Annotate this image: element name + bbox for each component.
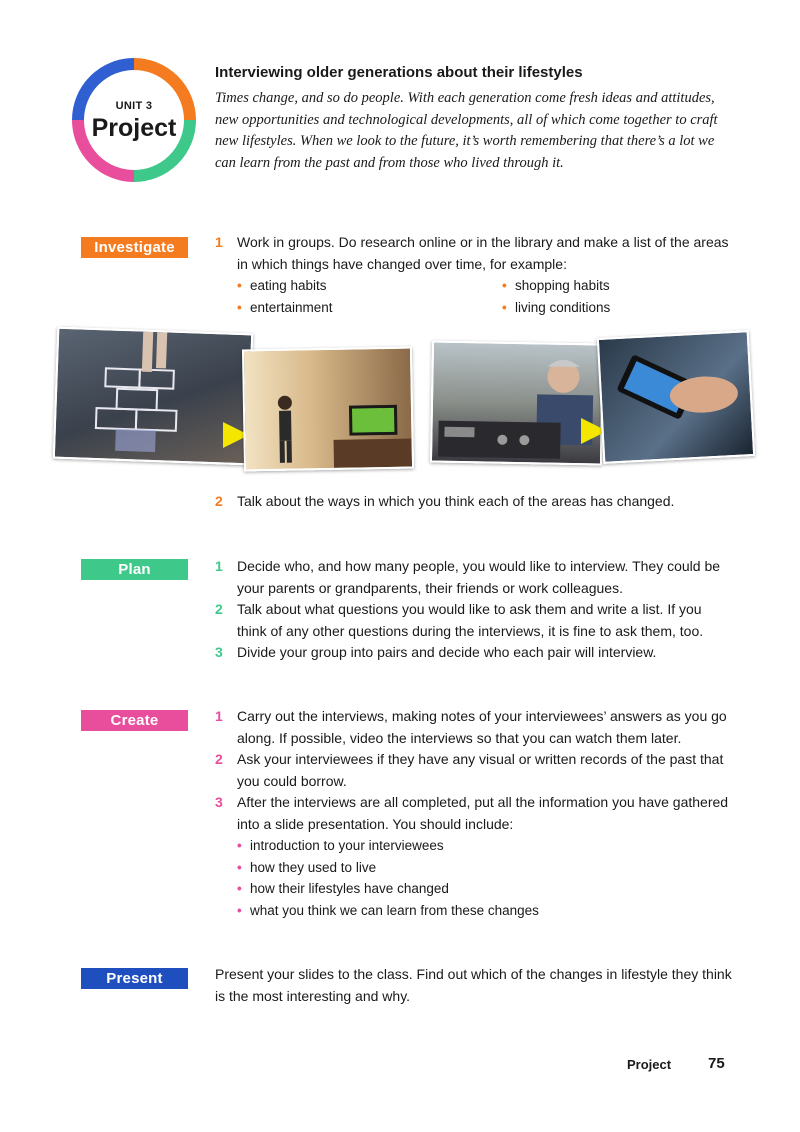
page-number: 75 [708,1055,725,1072]
section-label-investigate: Investigate [81,237,188,258]
radio-photo [430,341,604,466]
step-item [215,706,735,749]
section-label-plan: Plan [81,559,188,580]
step-text: Work in groups. Do research online or in the library and make a list of the areas in which things have changed over time, for example: [237,234,729,272]
investigate-steps [215,232,735,318]
step-number: 1 [215,558,223,574]
step-item [215,642,735,664]
step-item [215,556,735,599]
step-number: 3 [215,794,223,810]
section-label-present: Present [81,968,188,989]
list-item: • entertainment [237,299,333,315]
list-item: • shopping habits [502,278,610,293]
smartphone-photo [597,330,755,464]
step-text: Talk about the ways in which you think each of the areas has changed. [237,493,675,509]
step-item [215,232,735,275]
step-number: 2 [215,493,223,509]
step-text: Decide who, and how many people, you would like to interview. They could be your parents or grandparents, their friends or work colleagues. [237,558,721,596]
step-text: Divide your group into pairs and decide who each pair will interview. [237,644,657,660]
step-number: 2 [215,751,223,767]
step-text: Ask your interviewees if they have any visual or written records of the past that you could borrow. [237,751,724,789]
step-item [215,792,735,835]
badge-title: Project [91,113,177,142]
list-item: • introduction to your interviewees [237,838,444,853]
section-label-create: Create [81,710,188,731]
step-text: Carry out the interviews, making notes of your interviewees’ answers as you go along. If possible, video the interviews so that you can watch them later. [237,708,727,746]
step-text: After the interviews are all completed, put all the information you have gathered into a slide presentation. You should include: [237,794,729,832]
plan-steps [215,556,735,664]
step-text: Talk about what questions you would like to ask them and write a list. If you think of any other questions during the interviews, it is fine to ask them, too. [237,601,704,639]
step-number: 1 [215,708,223,724]
present-text: Present your slides to the class. Find out which of the changes in lifestyle they think is the most interesting and why. [215,966,732,1004]
list-item: • eating habits [237,278,327,293]
list-item: • how their lifestyles have changed [237,881,449,896]
list-item: • what you think we can learn from these changes [237,902,539,918]
investigate-steps-continued [215,491,735,513]
footer-section-name: Project [627,1057,672,1072]
list-item: • how they used to live [237,859,377,875]
step-number: 2 [215,601,223,617]
intro-text: Times change, and so do people. With each generation come fresh ideas and attitudes, new opportunities and technological developments, all of which come together to craft new lifestyles. When we look to the future, it’s worth remembering that there’s a lot we can learn from the past and from those who lived through it. [215,90,718,171]
bullet-list [215,275,735,318]
gaming-photo [242,347,414,472]
step-item [215,599,735,642]
bullet-list [215,835,735,921]
step-item [215,491,735,513]
step-number: 3 [215,644,223,660]
page-title: Interviewing older generations about their lifestyles [215,64,583,81]
step-item [215,749,735,792]
create-steps [215,706,735,921]
unit-badge [68,54,200,186]
list-item: • living conditions [502,299,611,315]
unit-number: UNIT 3 [115,99,153,112]
photo-strip [55,326,755,472]
step-number: 1 [215,234,223,250]
